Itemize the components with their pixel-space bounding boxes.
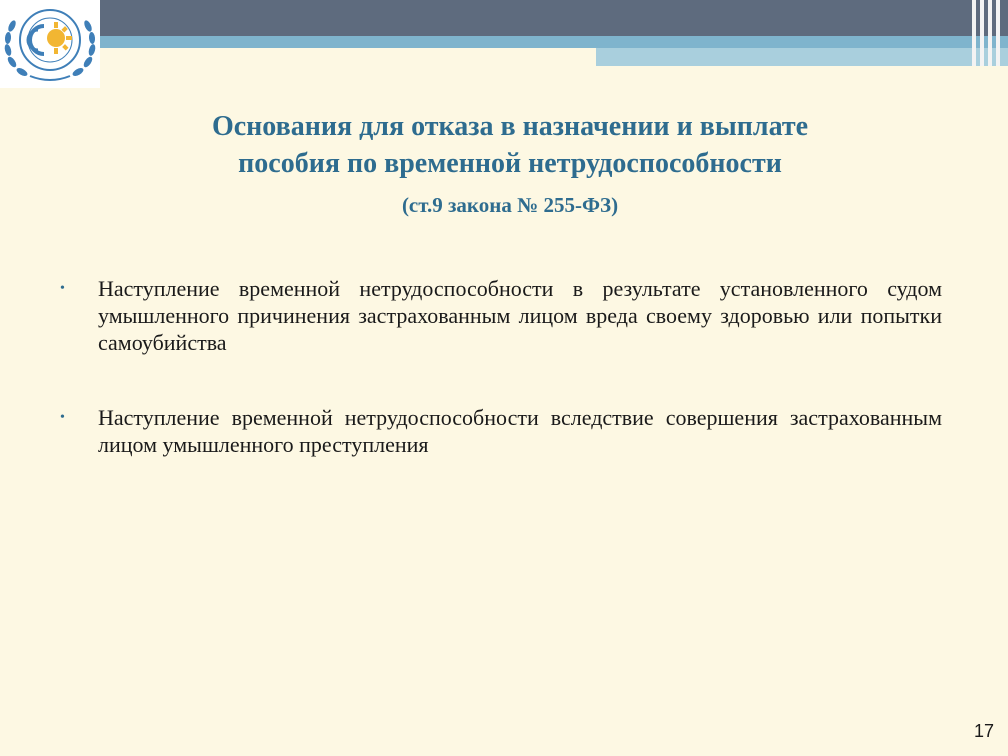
slide-subtitle: (ст.9 закона № 255-ФЗ) <box>401 193 619 217</box>
bullet-dot-icon: • <box>60 410 65 425</box>
bullet-dot-icon: • <box>60 281 65 296</box>
fund-logo-icon <box>0 0 100 88</box>
bullet-text: Наступление временной нетрудоспособности вследствие совершения застрахованным лицом умышленного преступления <box>98 405 942 457</box>
bullet-item <box>60 275 942 356</box>
slide-title-line-1: Основания для отказа в назначении и выплате <box>211 111 809 142</box>
header-stripe <box>972 0 976 66</box>
header-stripe <box>988 0 992 66</box>
header-stripe <box>996 0 1000 66</box>
page-number: 17 <box>973 721 994 741</box>
slide-title-line-2: пособия по временной нетрудоспособности <box>238 148 782 179</box>
header-band-light <box>596 48 1008 66</box>
header-band <box>100 0 1008 66</box>
bullet-list <box>60 275 942 506</box>
header-stripe <box>980 0 984 66</box>
bullet-text: Наступление временной нетрудоспособности в результате установленного судом умышленного причинения застрахованным лицом вреда своему здоровью или попытки самоубийства <box>98 276 942 355</box>
header-band-blue <box>100 36 1008 48</box>
header-band-dark <box>100 0 1008 36</box>
bullet-item <box>60 404 942 458</box>
slide-title <box>60 108 960 182</box>
